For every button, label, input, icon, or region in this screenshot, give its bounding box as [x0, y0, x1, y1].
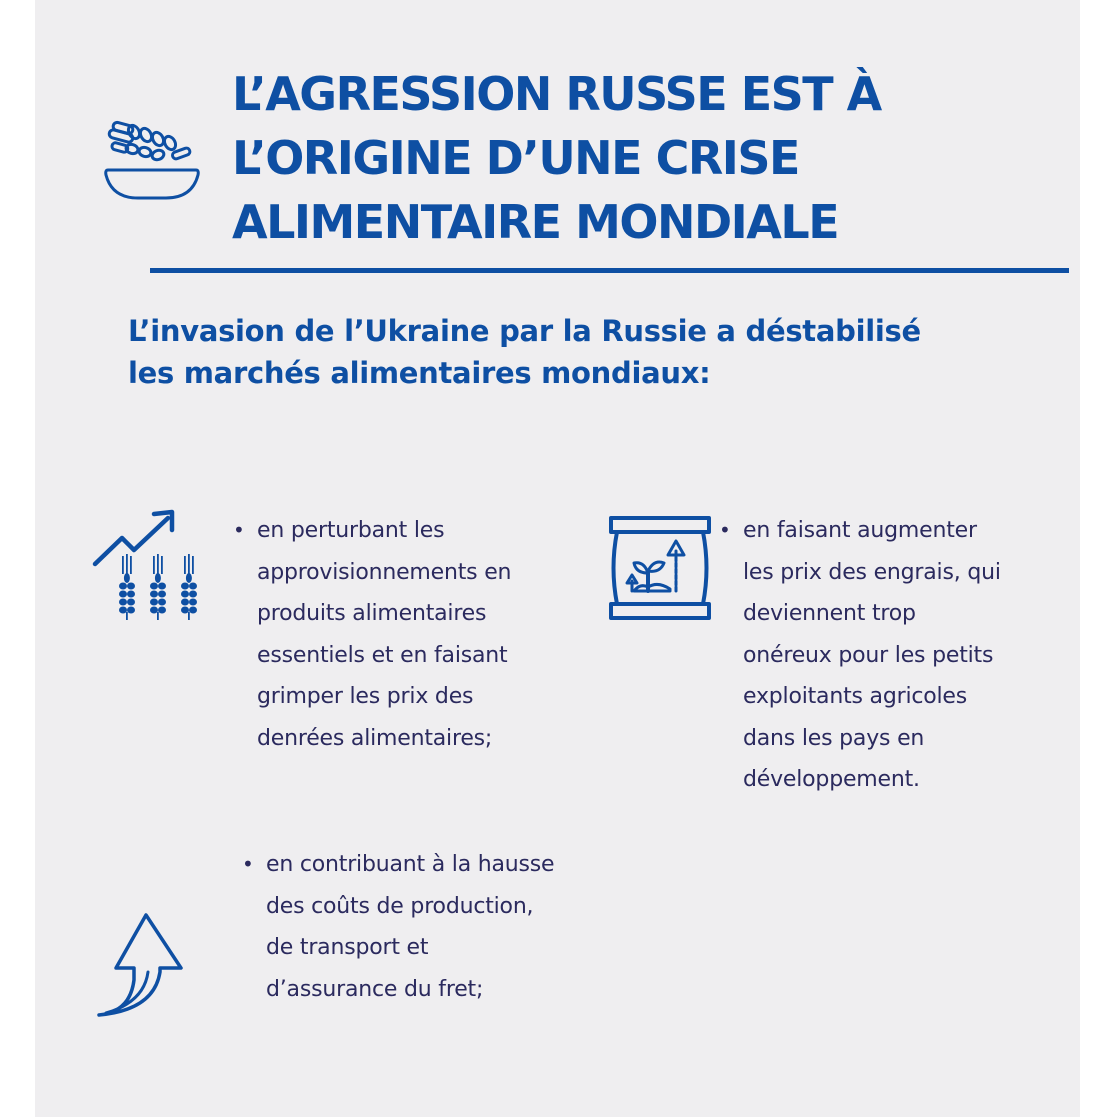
- title-line-2: L’ORIGINE D’UNE CRISE: [232, 131, 799, 185]
- bullet-line: en faisant augmenter: [743, 518, 977, 543]
- bullet-line: grimper les prix des: [257, 684, 474, 709]
- bullet-line: développement.: [743, 767, 920, 792]
- bullet-line: dans les pays en: [743, 725, 925, 751]
- bullet-line: essentiels et en faisant: [257, 642, 508, 668]
- bullet-line: approvisionnements en: [257, 559, 512, 585]
- curved-up-arrow-icon: [96, 910, 188, 1020]
- subtitle-line-2: les marchés alimentaires mondiaux:: [128, 356, 711, 390]
- bullet-line: les prix des engrais, qui: [743, 559, 1001, 585]
- bullet-line: produits alimentaires: [257, 601, 487, 626]
- bullet-line: de transport et: [266, 935, 429, 960]
- subtitle-line-1: L’invasion de l’Ukraine par la Russie a déstabilisé: [128, 314, 921, 348]
- wheat-price-rise-icon: [92, 508, 204, 624]
- bullet-line: onéreux pour les petits: [743, 642, 994, 668]
- bullet-line: en perturbant les: [257, 518, 445, 543]
- title-line-3: ALIMENTAIRE MONDIALE: [232, 195, 839, 249]
- bullet-line: en contribuant à la hausse: [266, 852, 555, 877]
- bullet-dot: •: [242, 852, 254, 876]
- bullet-dot: •: [233, 518, 245, 542]
- title-line-1: L’AGRESSION RUSSE EST À: [232, 67, 881, 121]
- fertilizer-bag-icon: [608, 515, 712, 621]
- bullet-item-costs: [242, 844, 555, 1010]
- subtitle: [128, 310, 1048, 394]
- bullet-dot: •: [719, 518, 731, 542]
- bullet-line: denrées alimentaires;: [257, 725, 493, 751]
- bullet-line: des coûts de production,: [266, 893, 534, 919]
- page-title: [232, 62, 992, 254]
- bullet-line: d’assurance du fret;: [266, 976, 484, 1002]
- bullet-item-fertilizer: [719, 510, 1001, 801]
- bullet-line: deviennent trop: [743, 601, 916, 626]
- bullet-item-supply: [233, 510, 512, 759]
- bullet-line: exploitants agricoles: [743, 684, 968, 709]
- grain-bowl-icon: [104, 118, 200, 202]
- title-divider: [150, 268, 1069, 273]
